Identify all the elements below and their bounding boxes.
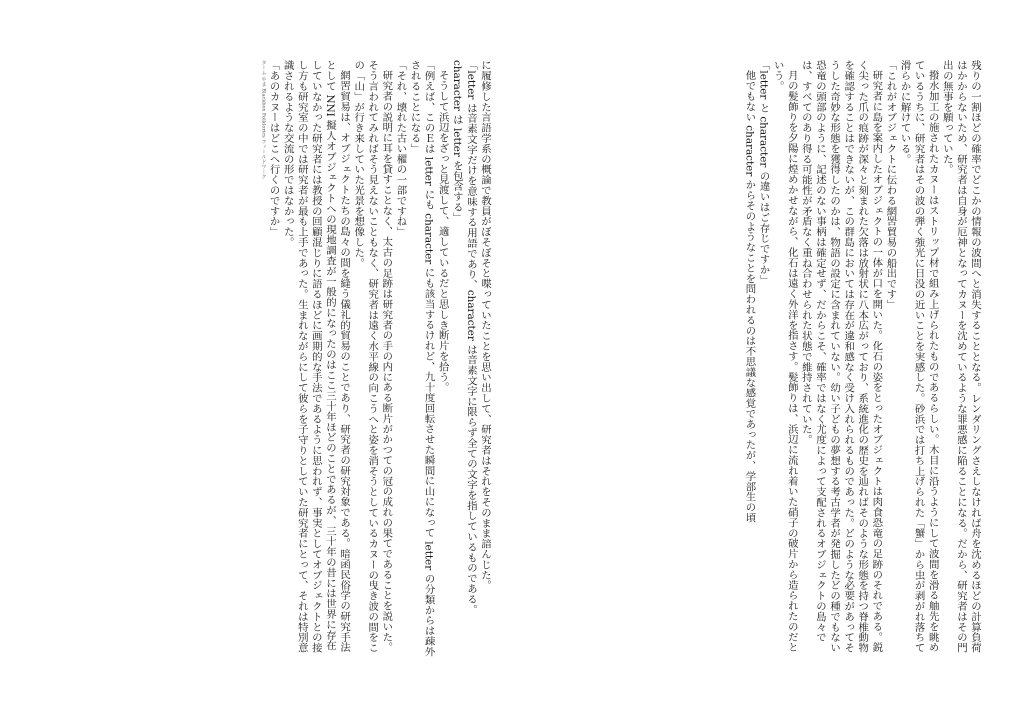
dialogue-line: 「あのカヌーはどこへ行くのですか」 — [267, 60, 280, 237]
ruby-notes — [260, 60, 267, 660]
right-page-text — [530, 60, 982, 660]
dialogue-line: 「これがオブジェクトに伝わる網罟貿易の船出です」 — [884, 60, 897, 310]
dialogue-line: 「letter と character の違いはご存じですか」 — [757, 60, 770, 286]
paragraph: 研究者の説明に耳を貸すことなく、太古の足跡は研究者の手の内にある断片がかつての冠の成れの果てであることを説いた。そう言われてみればそう見えないこともなく、研究者は遠く水平線の向こうへと姿を消そうとしているカヌーの曳き波の間をこの「山」が行き来していた光景を想像した。 — [352, 60, 393, 653]
paragraph: そうして浜辺をざっと見渡して、適しているだと思しき断片を拾う。 — [436, 70, 449, 393]
ruby-word-reading: ターム — [260, 60, 267, 75]
left-page-text — [42, 60, 492, 660]
paragraph: 残りの一割ほどの確率でどこかの情報の波間へと消失することとなる。レンダリングさえしなければ舟を沈めるほどの計算負荷はかからないため、研究者は自身が厄神となってカヌーを沈めているような罪悪感に陥ることになる。だから、研究者はその門出の無事を願っていた。 — [940, 60, 981, 653]
right-page — [512, 0, 1024, 727]
paragraph: 月の髪飾りを夕陽に煌めかせながら、化石は遠く外洋を指さす。髪飾りは、浜辺に流れ着いた硝子の破片から造られたのだという。 — [771, 60, 798, 653]
paragraph: 網罟貿易は、オブジェクトたちの島々の間を縫う儀礼的貿易のことであり、研究者の研究対象である。暗函民俗学の研究手法として NNI 擬人オブジェクトへの現地調査が一般的になったのはここ三十年ほどのことであるが、三十年の昔には世界に存在していなかった研究者には教授の回顧混じりに語るほどに画期的な手法であるように思われず、事実としてオブジェクトとの接し方も研究室の中では研究者が最も上手であった。生まれながらにして彼らを子守りとしていた研究者にとって、それは特別意識されるような交流の形ではなかった。 — [281, 60, 351, 653]
ruby-kula-reading: Blackbox Folklorics — [260, 88, 267, 138]
dialogue-line: 「それ、壊れた古い櫂の一部ですね」 — [394, 60, 407, 237]
ruby-nni-reading: フィールドワーク — [260, 139, 267, 180]
paragraph: に履修した言語学系の概論で教員がぼそぼそと喋っていたことを思い出して、研究者はそれをそのまま諳んじた。 — [479, 60, 491, 591]
paragraph: 撥水加工の施されたカヌーはストリップ材で組み上げられたものであるらしい。木目に沿うようにして波間を滑る舳先を眺めているうちに、研究者はその波の弾く強光に日没の近いことを実感した。砂浜では打ち上げられた「蟹」から虫が剥がれ落ちて滑らかに解けている。 — [898, 60, 939, 653]
dialogue-line: 「例えば、このＥは letter にも character にも該当するけれど、九十度回転させた瞬間に山になって letter の分類からは疎外されることになる」 — [408, 60, 435, 657]
dialogue-line: 「letter は音素文字だけを意味する用語であり、character は音素文字に限らず全ての文字を指しているものである。character は letter を包含する」 — [450, 60, 477, 615]
paragraph: 他でもない character からそのようなことを問われるのは不思議な感覚であったが、学部生の頃 — [743, 70, 756, 524]
ruby-yama-reading: やま — [260, 76, 267, 87]
paragraph: 研究者に島を案内したオブジェクトの一体が口を開いた。化石の姿をとったオブジェクトは肉食恐竜の足跡のそれである。鋭く尖った爪の痕跡が深々と刻まれた欠落は放射状に八本広がっており、系統進化の歴史を辿ればそのような形態を持つ脊椎動物を確認することはできないが、この群島においては存在が違和感なく受け入れられるものであった。どのような必要があってそうした奇妙な形態を獲得したのかは、物語の設定に含まれていない。幼い子どもの夢想する考古学者が発掘したどの種でもない恐竜の頭部のように、記述のない事柄は確定せず、だからこそ、確率ではなく尤度によって支配されるオブジェクトの島々では、すべてのあり得る可能性が矛盾なく重ね合わせられた状態で維持されていた。 — [799, 60, 883, 653]
